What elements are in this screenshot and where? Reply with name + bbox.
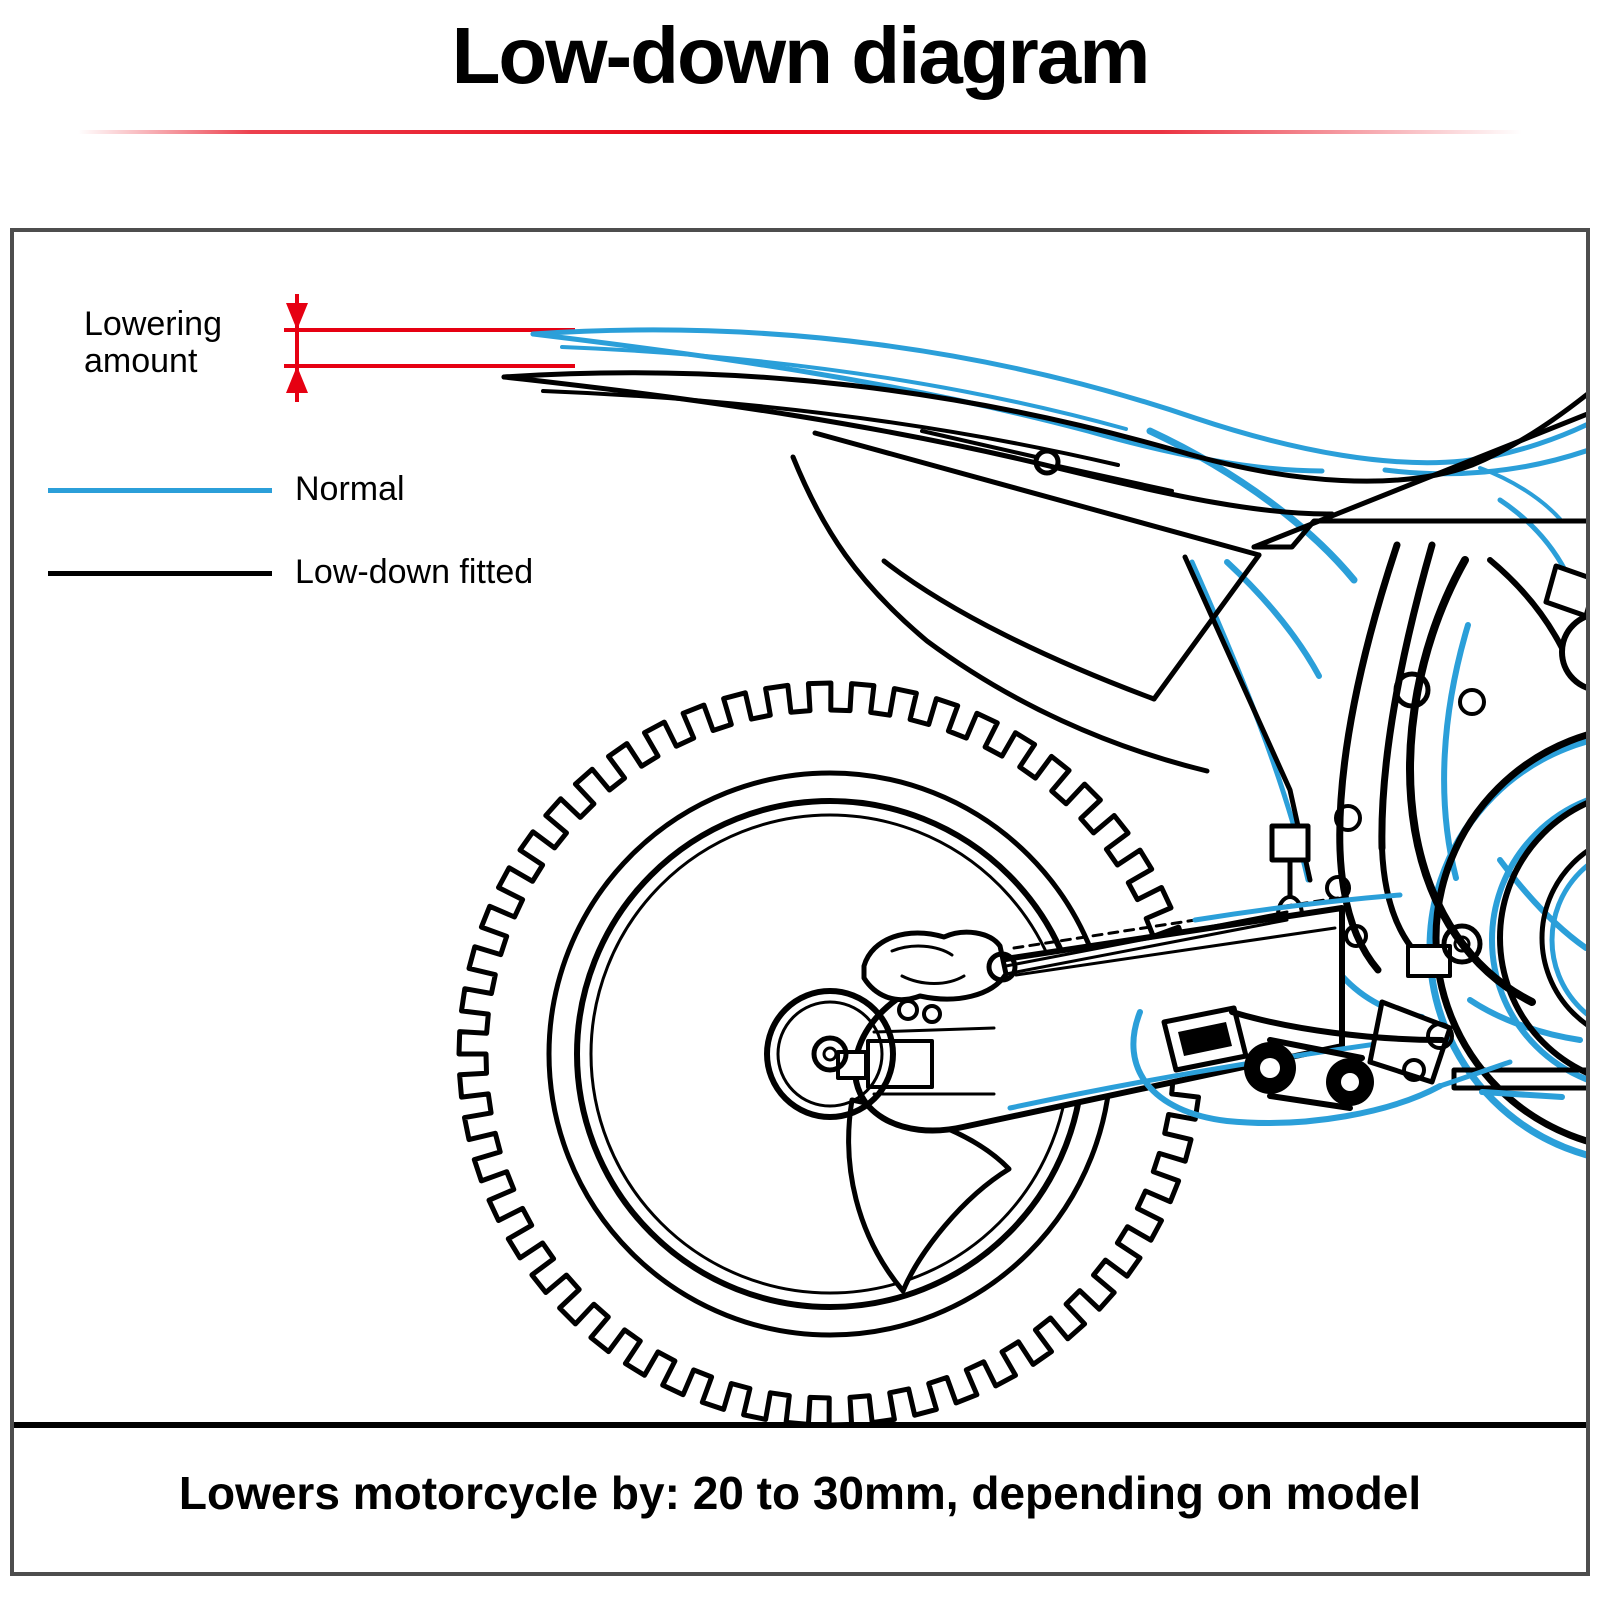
lowering-amount-line2: amount	[84, 342, 198, 380]
legend-lowdown-label: Low-down fitted	[295, 553, 534, 591]
lowering-dimension-marker	[284, 294, 575, 402]
page-title: Low-down diagram	[451, 11, 1149, 100]
legend-normal-label: Normal	[295, 470, 405, 508]
normal-position-engine-blue	[1342, 625, 1600, 1163]
lowering-amount-line1: Lowering	[84, 305, 222, 343]
legend-normal-swatch	[48, 488, 272, 493]
legend-lowdown-swatch	[48, 571, 272, 576]
lowering-amount-label	[84, 306, 222, 380]
caption: Lowers motorcycle by: 20 to 30mm, depending on model	[178, 1467, 1422, 1519]
